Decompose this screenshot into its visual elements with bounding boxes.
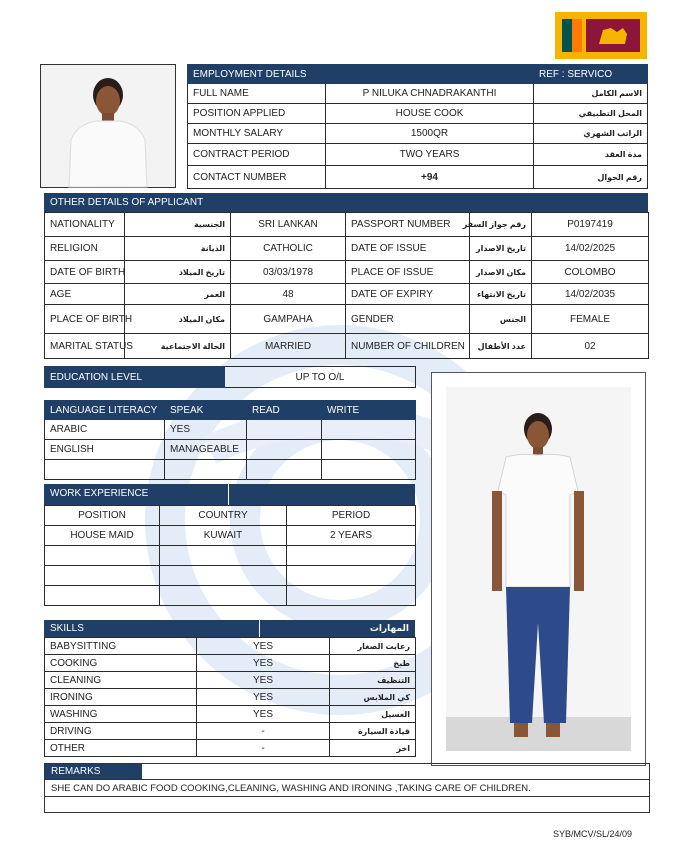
skill-other-ar: اخر (330, 740, 416, 757)
skill-driving-label: DRIVING (45, 723, 197, 740)
work-position: HOUSE MAID (45, 526, 160, 546)
work-empty-cell (287, 546, 416, 566)
age-label: AGE (45, 284, 125, 305)
remarks-divider (45, 796, 649, 797)
english-read (247, 440, 322, 460)
passport-number-ar: رقم جواز السفر (470, 213, 532, 237)
skill-washing-label: WASHING (45, 706, 197, 723)
work-empty-cell (160, 566, 287, 586)
work-empty-cell (45, 566, 160, 586)
skills-header-bar (44, 620, 415, 637)
date-of-expiry-ar: تاريخ الانتهاء (470, 284, 532, 305)
date-of-birth-value: 03/03/1978 (231, 261, 346, 284)
empty-write (322, 460, 416, 480)
period-column-header: PERIOD (287, 506, 416, 526)
skills-header-divider (259, 620, 260, 637)
remarks-divider (45, 779, 649, 780)
work-empty-cell (45, 546, 160, 566)
date-of-birth-label: DATE OF BIRTH (45, 261, 125, 284)
number-of-children-ar: عدد الأطفال (470, 334, 532, 359)
nationality-value: SRI LANKAN (231, 213, 346, 237)
date-of-issue-label: DATE OF ISSUE (346, 237, 470, 261)
employment-details-table (187, 64, 648, 189)
full-name-value: P NILUKA CHNADRAKANTHI (326, 84, 534, 104)
skill-driving-value: - (197, 723, 330, 740)
language-literacy-header: LANGUAGE LITERACY (45, 401, 165, 420)
applicant-full-body-photo (431, 372, 646, 766)
other-details-table (44, 212, 649, 359)
flag-graphic (559, 16, 643, 55)
monthly-salary-label: MONTHLY SALARY (188, 124, 326, 144)
skill-ironing-label: IRONING (45, 689, 197, 706)
skill-cooking-value: YES (197, 655, 330, 672)
passport-number-value: P0197419 (532, 213, 649, 237)
full-name-ar: الاسم الكامل (534, 84, 648, 104)
contact-number-label: CONTACT NUMBER (188, 166, 326, 189)
work-experience-header: WORK EXPERIENCE (50, 488, 149, 499)
skill-other-label: OTHER (45, 740, 197, 757)
contact-number-value: +94 (326, 166, 534, 189)
write-header: WRITE (322, 401, 416, 420)
contract-period-label: CONTRACT PERIOD (188, 144, 326, 166)
age-ar: العمر (125, 284, 231, 305)
work-period: 2 YEARS (287, 526, 416, 546)
monthly-salary-value: 1500QR (326, 124, 534, 144)
skill-washing-ar: الغسيل (330, 706, 416, 723)
place-of-birth-value: GAMPAHA (231, 305, 346, 334)
position-column-header: POSITION (45, 506, 160, 526)
monthly-salary-ar: الراتب الشهري (534, 124, 648, 144)
education-level-value: UP TO O/L (225, 367, 416, 388)
contract-period-ar: مدة العقد (534, 144, 648, 166)
other-details-header: OTHER DETAILS OF APPLICANT (50, 197, 204, 208)
country-column-header: COUNTRY (160, 506, 287, 526)
work-experience-table (44, 505, 416, 606)
work-empty-cell (160, 546, 287, 566)
work-empty-cell (45, 586, 160, 606)
skill-cleaning-label: CLEANING (45, 672, 197, 689)
language-literacy-table (44, 400, 416, 480)
position-applied-label: POSITION APPLIED (188, 104, 326, 124)
skill-ironing-value: YES (197, 689, 330, 706)
arabic-speak: YES (165, 420, 247, 440)
skills-header: SKILLS (50, 623, 84, 634)
skill-babysitting-value: YES (197, 638, 330, 655)
empty-read (247, 460, 322, 480)
language-english: ENGLISH (45, 440, 165, 460)
nationality-ar: الجنسية (125, 213, 231, 237)
date-of-expiry-label: DATE OF EXPIRY (346, 284, 470, 305)
religion-ar: الديانة (125, 237, 231, 261)
full-name-label: FULL NAME (188, 84, 326, 104)
education-level-label: EDUCATION LEVEL (45, 367, 225, 388)
full-body-image (432, 373, 645, 765)
gender-value: FEMALE (532, 305, 649, 334)
read-header: READ (247, 401, 322, 420)
date-of-issue-ar: تاريخ الاصدار (470, 237, 532, 261)
contract-period-value: TWO YEARS (326, 144, 534, 166)
gender-label: GENDER (346, 305, 470, 334)
skill-driving-ar: قيادة السيارة (330, 723, 416, 740)
speak-header: SPEAK (165, 401, 247, 420)
footer-code: SYB/MCV/SL/24/09 (553, 829, 633, 839)
religion-value: CATHOLIC (231, 237, 346, 261)
skill-ironing-ar: كي الملابس (330, 689, 416, 706)
contact-number-ar: رقم الجوال (534, 166, 648, 189)
skill-other-value: - (197, 740, 330, 757)
place-of-issue-ar: مكان الاصدار (470, 261, 532, 284)
date-of-expiry-value: 14/02/2035 (532, 284, 649, 305)
religion-label: RELIGION (45, 237, 125, 261)
skill-cooking-label: COOKING (45, 655, 197, 672)
empty-speak (165, 460, 247, 480)
ref-label: REF : SERVICO (534, 65, 648, 84)
sri-lanka-flag (555, 12, 647, 59)
language-arabic: ARABIC (45, 420, 165, 440)
work-experience-header-bar (44, 484, 415, 505)
work-experience-header-divider (228, 484, 229, 505)
arabic-write (322, 420, 416, 440)
place-of-issue-label: PLACE OF ISSUE (346, 261, 470, 284)
date-of-birth-ar: تاريخ الميلاد (125, 261, 231, 284)
work-country: KUWAIT (160, 526, 287, 546)
skills-table (44, 637, 416, 757)
marital-status-value: MARRIED (231, 334, 346, 359)
english-write (322, 440, 416, 460)
work-empty-cell (160, 586, 287, 606)
nationality-label: NATIONALITY (45, 213, 125, 237)
employment-details-header: EMPLOYMENT DETAILS (188, 65, 534, 84)
number-of-children-label: NUMBER OF CHILDREN (346, 334, 470, 359)
marital-status-ar: الحالة الاجتماعية (125, 334, 231, 359)
other-details-header-bar (44, 193, 648, 212)
number-of-children-value: 02 (532, 334, 649, 359)
work-empty-cell (287, 566, 416, 586)
remarks-section (44, 763, 650, 813)
work-empty-cell (287, 586, 416, 606)
skill-cleaning-value: YES (197, 672, 330, 689)
language-empty (45, 460, 165, 480)
remarks-header-bar (45, 764, 142, 779)
passport-number-label: PASSPORT NUMBER (346, 213, 470, 237)
skill-cooking-ar: طبخ (330, 655, 416, 672)
date-of-issue-value: 14/02/2025 (532, 237, 649, 261)
place-of-birth-ar: مكان الميلاد (125, 305, 231, 334)
portrait-image (41, 65, 175, 187)
arabic-read (247, 420, 322, 440)
skill-babysitting-label: BABYSITTING (45, 638, 197, 655)
remarks-header: REMARKS (51, 766, 101, 777)
position-applied-ar: المحل التطبيقي (534, 104, 648, 124)
applicant-portrait-photo (40, 64, 176, 188)
english-speak: MANAGEABLE (165, 440, 247, 460)
gender-ar: الجنس (470, 305, 532, 334)
position-applied-value: HOUSE COOK (326, 104, 534, 124)
remarks-text: SHE CAN DO ARABIC FOOD COOKING,CLEANING, WASHING AND IRONING ,TAKING CARE OF CHILDREN. (51, 783, 531, 794)
skill-washing-value: YES (197, 706, 330, 723)
skills-header-ar: المهارات (369, 623, 409, 633)
marital-status-label: MARITAL STATUS (45, 334, 125, 359)
skill-cleaning-ar: التنظيف (330, 672, 416, 689)
age-value: 48 (231, 284, 346, 305)
place-of-birth-label: PLACE OF BIRTH (45, 305, 125, 334)
education-level-table (44, 366, 416, 388)
skill-babysitting-ar: رعايت الصغار (330, 638, 416, 655)
place-of-issue-value: COLOMBO (532, 261, 649, 284)
